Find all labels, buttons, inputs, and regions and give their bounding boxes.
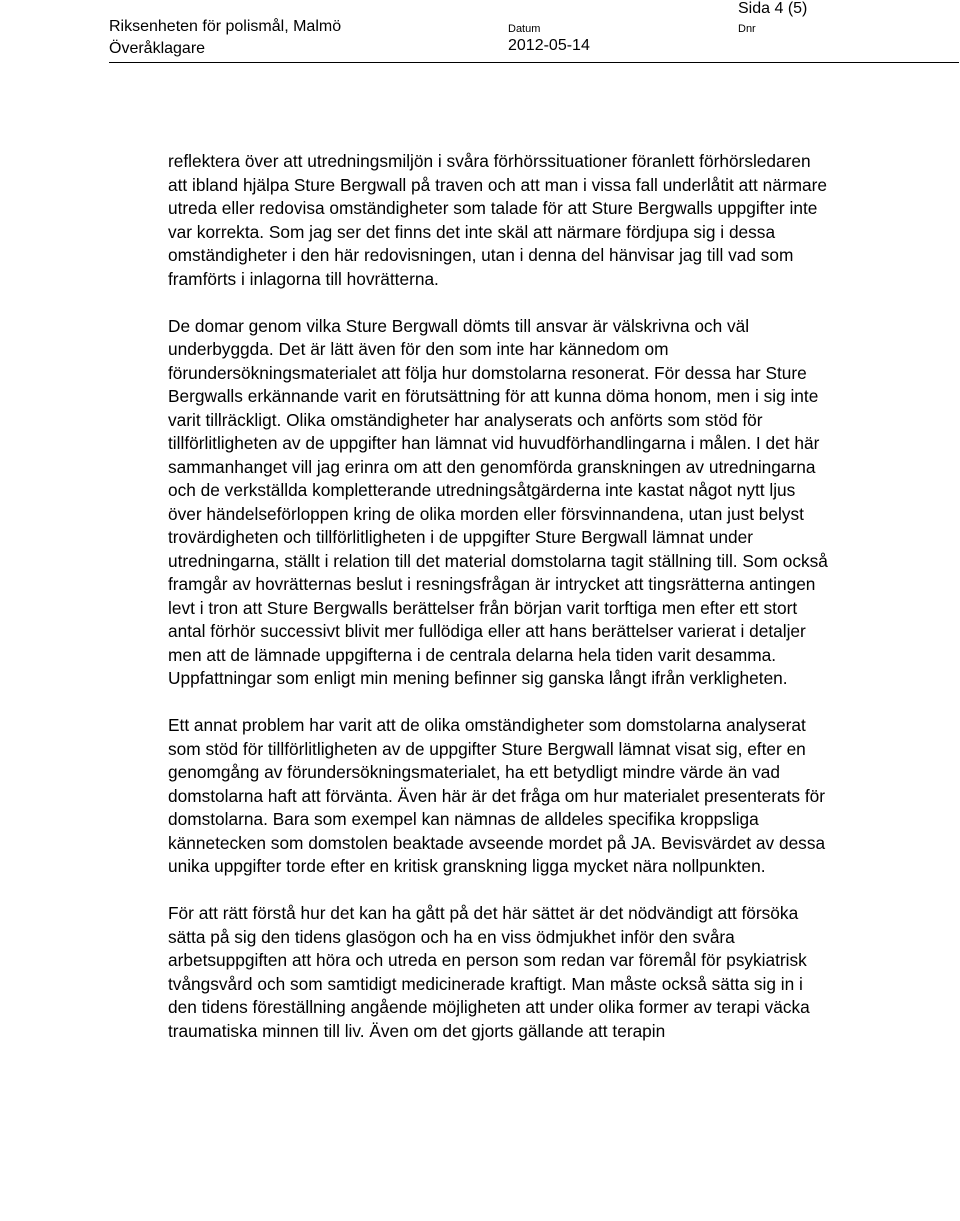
date-label: Datum (508, 23, 541, 35)
date-value: 2012-05-14 (508, 37, 590, 54)
author-role: Överåklagare (109, 40, 206, 57)
paragraph: De domar genom vilka Sture Bergwall dömts till ansvar är välskrivna och väl underbyggda. Det är lätt även för den som inte har kännedom om förundersökningsmaterialet att följa hur domstolarna resonerat. För dessa har Sture Bergwalls erkännande varit en förutsättning för att kunna döma honom, men i sig inte varit tillräckligt. Olika omständigheter har analyserats och anförts som stöd för tillförlitligheten av de uppgifter han lämnat vid huvudförhandlingarna i målen. I det här sammanhanget vill jag erinra om att den genomförda granskningen av utredningarna och de verkställda kompletterande utredningsåtgärderna inte kastat något nytt ljus över händelseförloppen kring de olika morden eller försvinnandena, utan just belyst trovärdigheten och tillförlitligheten i de uppgifter Sture Bergwall lämnat under utredningarna, ställt i relation till det material domstolarna tagit ställning till. Som också framgår av hovrätternas beslut i resningsfrågan är intrycket att tingsrätterna antingen levt i tron att Sture Bergwalls berättelser från början varit torftiga men efter ett stort antal förhör successivt blivit mer fullödiga eller att hans berättelser varierat i detaljer men att de lämnade uppgifterna i de centrala delarna hela tiden varit desamma. Uppfattningar som enligt min mening befinner sig ganska långt ifrån verkligheten. (168, 315, 828, 688)
paragraph: Ett annat problem har varit att de olika omständigheter som domstolarna analyserat som stöd för tillförlitligheten av de uppgifter Sture Bergwall lämnat visat sig, efter en genomgång av förundersökningsmaterialet, ha ett betydligt mindre värde än vad domstolarna haft att förvänta. Även här är det fråga om hur materialet presenterats för domstolarna. Bara som exempel kan nämnas de alldeles specifika kroppsliga kännetecken som domstolen beaktade avseende mordet på JA. Bevisvärdet av dessa unika uppgifter torde efter en kritisk granskning ligga mycket nära nollpunkten. (168, 715, 826, 876)
page-number: Sida 4 (5) (738, 0, 808, 17)
paragraph: För att rätt förstå hur det kan ha gått på det här sättet är det nödvändigt att försöka sätta på sig den tidens glasögon och ha en viss ödmjukhet inför den svåra arbetsuppgiften att höra och utreda en person som redan var föremål för psykiatrisk tvångsvård och som samtidigt medicinerade kraftigt. Man måste också sätta sig in i den tidens föreställning angående möjligheten att under olika former av terapi väcka traumatiska minnen till liv. Även om det gjorts gällande att terapin (168, 903, 810, 1041)
document-body (168, 150, 828, 1067)
header-organization-block (109, 16, 341, 60)
dnr-label: Dnr (738, 23, 756, 35)
organization-name: Riksenheten för polismål, Malmö (109, 18, 342, 35)
header-divider (109, 62, 959, 63)
paragraph: reflektera över att utredningsmiljön i svåra förhörssituationer föranlett förhörsledaren att ibland hjälpa Sture Bergwall på traven och att man i vissa fall underlåtit att närmare utreda eller redovisa omständigheter som talade för att Sture Bergwalls uppgifter inte var korrekta. Som jag ser det finns det inte skäl att närmare fördjupa sig i dessa omständigheter i den här redovisningen, utan i denna del hänvisar jag till vad som framförts i inlagorna till hovrätterna. (168, 151, 827, 289)
